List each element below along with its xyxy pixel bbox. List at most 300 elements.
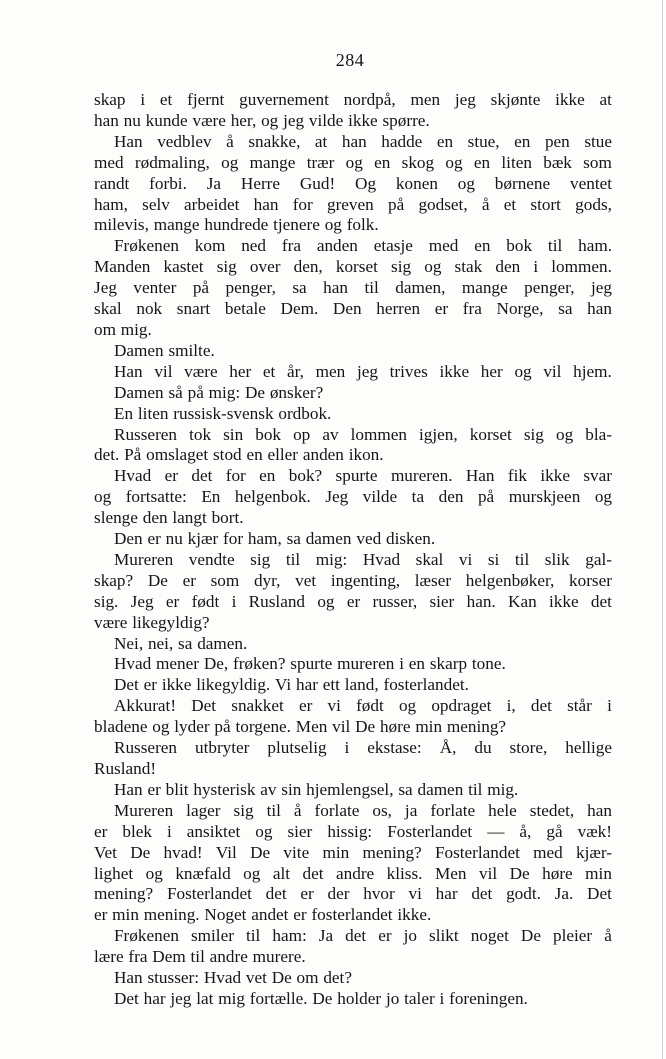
word: ikke xyxy=(161,675,192,695)
word: og xyxy=(555,424,574,444)
word: penger, xyxy=(225,278,276,298)
word: mureren. xyxy=(390,466,453,486)
word: og xyxy=(221,152,239,172)
word: vil xyxy=(154,361,173,381)
word: sig xyxy=(391,257,412,277)
word: sig. xyxy=(94,591,119,611)
word: Dem. xyxy=(280,299,319,319)
word: blek xyxy=(122,821,152,841)
text-line xyxy=(94,508,612,529)
word: foreningen. xyxy=(449,988,528,1008)
word: ingenting, xyxy=(330,570,401,590)
word: stod xyxy=(212,445,242,465)
word: sa xyxy=(178,633,193,653)
word: er xyxy=(293,905,307,925)
word: mig. xyxy=(487,779,519,799)
text-line xyxy=(94,466,612,487)
word: ikke xyxy=(540,466,570,486)
word: Hvad xyxy=(203,968,242,988)
word: pleier xyxy=(553,926,593,946)
word: der xyxy=(327,884,350,904)
word: likegyldig? xyxy=(132,612,210,632)
word: mig: xyxy=(208,382,241,402)
word: Den xyxy=(332,299,362,319)
word: ett xyxy=(322,675,340,695)
word: Kan xyxy=(508,591,537,611)
text-line xyxy=(94,696,612,717)
word: og xyxy=(94,487,112,507)
word: i xyxy=(140,90,146,109)
word: et xyxy=(262,361,276,381)
word: ham. xyxy=(578,236,612,256)
word: godset, xyxy=(418,194,468,214)
word: tone. xyxy=(471,654,506,674)
word: fosterlandet xyxy=(311,905,393,925)
word: hvad! xyxy=(163,842,203,862)
word: Gud! xyxy=(299,173,336,193)
word: og xyxy=(594,487,612,507)
word: De xyxy=(250,842,271,862)
word: for xyxy=(225,466,246,486)
word: min xyxy=(112,905,139,925)
word: sa xyxy=(292,278,307,298)
word: Nei, xyxy=(114,633,144,653)
word: er xyxy=(182,570,196,590)
word: store, xyxy=(509,738,548,758)
word: Fosterlandet xyxy=(434,842,520,862)
word: vite xyxy=(283,842,310,862)
word: andre xyxy=(209,947,248,967)
word: De xyxy=(509,863,530,883)
word: om xyxy=(94,319,116,339)
text-line xyxy=(94,654,612,675)
word: det xyxy=(265,884,287,904)
word: opdraget xyxy=(431,696,492,716)
word: liten xyxy=(137,403,169,423)
word: Dem xyxy=(152,947,186,967)
word: folk. xyxy=(346,215,379,235)
word: bæk xyxy=(543,152,572,172)
text-line xyxy=(94,717,612,738)
word: Det xyxy=(114,675,139,695)
word: og xyxy=(243,863,261,883)
word: er xyxy=(147,779,161,799)
word: mange xyxy=(461,278,508,298)
text-line xyxy=(94,675,612,696)
word: på xyxy=(387,194,405,214)
word: han xyxy=(323,278,348,298)
word: til xyxy=(266,800,281,820)
word: til xyxy=(364,278,379,298)
word: til xyxy=(190,947,205,967)
text-line xyxy=(94,822,612,843)
word: Vil xyxy=(215,842,237,862)
word: selv xyxy=(142,194,170,214)
word: på xyxy=(192,278,210,298)
word: ja xyxy=(404,800,418,820)
word: De xyxy=(520,926,541,946)
word: med xyxy=(533,842,563,862)
word: skarp xyxy=(429,654,468,674)
word: i xyxy=(607,696,612,716)
word: damen xyxy=(417,779,464,799)
word: ønsker? xyxy=(269,382,324,402)
word: har xyxy=(143,988,166,1008)
word: Men xyxy=(295,717,328,737)
word: vet xyxy=(295,570,317,590)
word: en xyxy=(408,654,426,674)
word: Jeg xyxy=(325,487,349,507)
word: er xyxy=(346,591,361,611)
word: av xyxy=(260,779,277,799)
word: mener xyxy=(156,654,199,674)
word: børnene xyxy=(494,173,551,193)
word: Den xyxy=(114,529,143,549)
word: og xyxy=(514,361,532,381)
word: ta xyxy=(411,487,425,507)
word: har xyxy=(435,884,458,904)
word: det xyxy=(471,884,493,904)
word: op xyxy=(293,424,311,444)
word: utbryter xyxy=(194,738,250,758)
word: til xyxy=(245,926,261,946)
text-line xyxy=(94,613,612,634)
word: På xyxy=(124,445,142,465)
word: Mureren xyxy=(114,549,174,569)
word: fra xyxy=(128,947,148,967)
word: min xyxy=(322,842,350,862)
word: hjemlengsel, xyxy=(306,779,394,799)
word: Og xyxy=(355,173,377,193)
word: jeg xyxy=(170,988,192,1008)
word: venter xyxy=(133,278,177,298)
word: å xyxy=(226,131,234,151)
word: hele xyxy=(488,800,517,820)
word: en xyxy=(473,152,491,172)
word: De xyxy=(147,570,168,590)
word: gal- xyxy=(585,549,612,569)
word: skap xyxy=(94,90,126,109)
word: Han xyxy=(114,131,143,151)
word: vil xyxy=(332,717,351,737)
word: så xyxy=(168,382,183,402)
word: en xyxy=(374,152,391,172)
word: snart xyxy=(176,299,211,319)
word: på xyxy=(214,717,231,737)
word: mig: xyxy=(315,549,348,569)
word: jeg xyxy=(356,361,378,381)
word: i xyxy=(439,988,445,1008)
word: sin xyxy=(223,424,244,444)
word: liten xyxy=(501,152,532,172)
word: Ja xyxy=(318,926,334,946)
word: lager xyxy=(186,800,221,820)
word: mureren xyxy=(337,654,395,674)
text-line xyxy=(94,592,612,613)
word: ikke xyxy=(555,90,585,109)
page-number: 284 xyxy=(335,50,365,70)
word: kastet xyxy=(163,257,204,277)
word: og xyxy=(261,110,279,130)
word: er xyxy=(165,591,180,611)
word: sig xyxy=(233,800,254,820)
word: Herre xyxy=(240,173,281,193)
word: være xyxy=(184,361,218,381)
word: damen xyxy=(305,529,352,549)
word: lighet xyxy=(94,863,134,883)
word: ventet xyxy=(570,173,612,193)
word: ham, xyxy=(247,529,282,549)
word: hysterisk xyxy=(193,779,256,799)
word: men xyxy=(315,361,346,381)
word: blit xyxy=(165,779,189,799)
word: spurte xyxy=(290,654,333,674)
word: Hvad xyxy=(114,654,152,674)
word: den, xyxy=(293,257,323,277)
word: med xyxy=(94,152,124,172)
word: han xyxy=(341,131,367,151)
word: en xyxy=(246,445,263,465)
word: Han xyxy=(465,466,495,486)
word: skog xyxy=(401,152,435,172)
word: randt xyxy=(94,173,130,193)
word: vendte xyxy=(188,549,235,569)
word: slenge xyxy=(94,508,138,528)
word: på xyxy=(187,382,204,402)
word: fra xyxy=(281,236,301,256)
word: lommen. xyxy=(551,257,612,277)
word: er xyxy=(147,529,161,549)
text-line xyxy=(94,236,612,257)
text-line xyxy=(94,801,612,822)
word: mange xyxy=(249,152,296,172)
word: slikt xyxy=(429,926,459,946)
word: smiler xyxy=(190,926,234,946)
word: pen xyxy=(544,131,570,151)
word: vi xyxy=(408,884,422,904)
word: korset xyxy=(335,257,378,277)
word: kunde xyxy=(145,110,188,130)
word: og xyxy=(445,152,463,172)
word: Norge, xyxy=(496,299,544,319)
word: Ja xyxy=(206,173,222,193)
word: penger, xyxy=(524,278,575,298)
word: Det xyxy=(191,696,217,716)
word: å xyxy=(604,926,612,946)
word: han xyxy=(587,299,612,319)
word: anden xyxy=(302,445,344,465)
word: ikke xyxy=(439,361,470,381)
word: hissig: xyxy=(327,821,373,841)
word: mig xyxy=(218,988,245,1008)
word: sig xyxy=(250,549,271,569)
word: trives xyxy=(389,361,428,381)
word: min xyxy=(415,717,443,737)
word: til xyxy=(285,549,301,569)
word: vi xyxy=(458,549,473,569)
text-line xyxy=(94,257,612,278)
word: mening? xyxy=(362,842,422,862)
text-line xyxy=(94,299,612,320)
word: ikke. xyxy=(397,905,432,925)
word: tok xyxy=(189,424,212,444)
text-line xyxy=(94,738,612,759)
word: her, xyxy=(230,110,257,130)
word: til xyxy=(468,779,483,799)
word: det xyxy=(345,926,367,946)
word: høre xyxy=(379,717,411,737)
word: vilde xyxy=(308,110,344,130)
word: trær xyxy=(306,152,335,172)
word: sig xyxy=(523,424,544,444)
word: i xyxy=(533,257,539,277)
word: å, xyxy=(519,821,532,841)
text-line xyxy=(94,759,612,780)
word: er xyxy=(143,675,157,695)
word: væk! xyxy=(577,821,612,841)
word: hvor xyxy=(363,884,395,904)
word: mening? xyxy=(446,717,507,737)
word: Vi xyxy=(275,675,292,695)
word: — xyxy=(487,821,505,841)
word: stue xyxy=(584,131,612,151)
word: hjem. xyxy=(573,361,612,381)
word: høre xyxy=(542,863,573,883)
word: om xyxy=(296,968,319,988)
word: vet xyxy=(245,968,267,988)
word: herren xyxy=(376,299,421,319)
word: at xyxy=(314,131,328,151)
word: forlate xyxy=(314,800,360,820)
word: at xyxy=(599,90,612,109)
word: og xyxy=(324,215,342,235)
word: er xyxy=(378,926,392,946)
word: Han xyxy=(114,968,143,988)
word: milevis, xyxy=(94,215,149,235)
word: langt xyxy=(172,508,207,528)
word: ikon. xyxy=(348,445,384,465)
word: en xyxy=(436,131,454,151)
word: for xyxy=(223,529,244,549)
word: russer, xyxy=(372,591,418,611)
word: bok xyxy=(255,424,282,444)
text-line xyxy=(94,571,612,592)
word: nordpå, xyxy=(343,90,396,109)
word: En xyxy=(201,487,221,507)
word: og xyxy=(255,821,273,841)
word: som xyxy=(210,570,240,590)
text-line xyxy=(94,550,612,571)
page-edge-line xyxy=(662,0,663,1059)
word: og xyxy=(398,696,417,716)
word: ned xyxy=(241,236,267,256)
word: et xyxy=(159,90,173,109)
word: til xyxy=(547,236,563,256)
word: og xyxy=(317,591,335,611)
word: ham: xyxy=(272,926,307,946)
text-line xyxy=(94,529,612,550)
word: Damen xyxy=(114,382,164,402)
word: holder xyxy=(337,988,382,1008)
word: ordbok. xyxy=(278,403,332,423)
word: alt xyxy=(272,863,291,883)
word: står xyxy=(567,696,592,716)
word: er xyxy=(94,905,108,925)
word: læser xyxy=(414,570,452,590)
text-line xyxy=(94,634,612,655)
word: betale xyxy=(224,299,266,319)
word: en xyxy=(259,466,276,486)
word: De xyxy=(312,988,333,1008)
word: lat xyxy=(196,988,214,1008)
word: Jeg xyxy=(130,591,154,611)
word: noget xyxy=(470,926,509,946)
word: stak xyxy=(454,257,483,277)
word: Russeren xyxy=(114,738,178,758)
text-line xyxy=(94,884,612,905)
word: nu xyxy=(165,529,183,549)
word: damen. xyxy=(197,633,248,653)
text-line xyxy=(94,132,612,153)
text-line xyxy=(94,425,612,446)
word: lære xyxy=(94,947,124,967)
word: ved xyxy=(356,529,382,549)
word: skal xyxy=(94,299,122,319)
word: En xyxy=(114,403,134,423)
word: til xyxy=(514,549,530,569)
word: han. xyxy=(466,591,496,611)
word: den xyxy=(438,487,464,507)
text-line xyxy=(94,780,612,801)
text-line xyxy=(94,153,612,174)
word: De xyxy=(271,968,292,988)
word: det xyxy=(191,466,213,486)
word: vilde xyxy=(362,487,398,507)
word: arbeidet xyxy=(184,194,240,214)
word: gå xyxy=(546,821,563,841)
text-line xyxy=(94,926,612,947)
text-line xyxy=(94,362,612,383)
word: ikke xyxy=(549,591,579,611)
word: den xyxy=(142,508,168,528)
word: være xyxy=(94,612,128,632)
word: han xyxy=(587,800,612,820)
word: spurte xyxy=(335,466,378,486)
word: konen xyxy=(395,173,438,193)
word: Frøkenen xyxy=(114,926,179,946)
word: sig xyxy=(216,257,237,277)
word: kom xyxy=(194,236,226,256)
text-line xyxy=(94,989,612,1010)
word: sier xyxy=(287,821,313,841)
word: jo xyxy=(403,926,417,946)
word: og xyxy=(152,717,170,737)
word: helgenbok. xyxy=(234,487,311,507)
word: bok xyxy=(506,236,533,256)
word: korser xyxy=(569,570,612,590)
word: i, xyxy=(506,696,516,716)
word: det xyxy=(302,863,324,883)
word: guvernement xyxy=(239,90,329,109)
word: skjønte xyxy=(490,90,541,109)
word: å xyxy=(293,800,302,820)
word: fjernt xyxy=(187,90,225,109)
word: knæfald xyxy=(175,863,231,883)
word: er xyxy=(300,884,314,904)
word: disken. xyxy=(385,529,436,549)
word: Fosterlandet xyxy=(166,884,252,904)
word: stue, xyxy=(467,131,500,151)
